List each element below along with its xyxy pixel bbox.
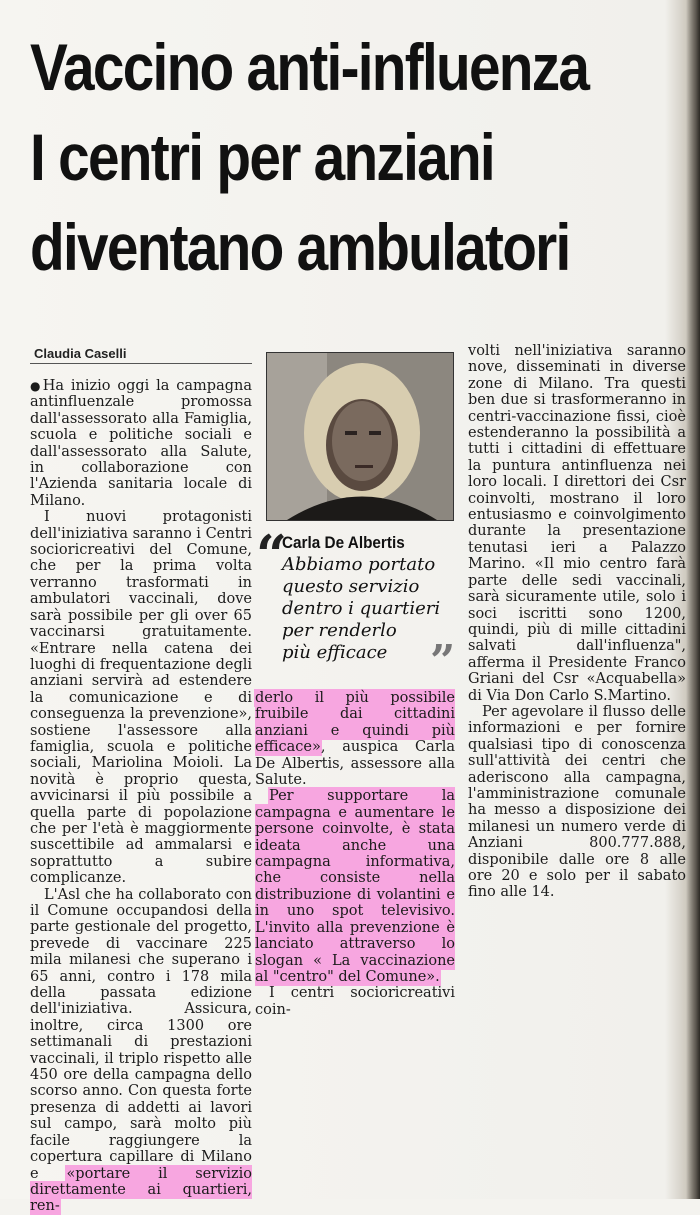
pull-quote-line: questo servizio (282, 576, 420, 597)
article-column-2 (255, 690, 455, 1018)
paragraph-text: L'Asl che ha collaborato con il Comune occupandosi della parte gestionale del progetto, prevede di vaccinare 225 mila milanesi che superano i 65 anni, contro i 178 mila della passata edizione dell'iniziativa. Assicura, inoltre, circa 1300 ore settimanali di prestazioni vaccinali, il triplo rispetto alle 450 ore della campagna dello scorso anno. Con questa forte presenza di addetti ai lavori sul campo, sarà molto più facile raggiungere la copertura capillare di Milano e (30, 886, 252, 1182)
paragraph-text: , auspica Carla De Albertis, assessore alla Salute. (255, 739, 455, 789)
paragraph (30, 887, 252, 1215)
bullet-icon: ● (30, 379, 43, 393)
pull-quote-line: Abbiamo portato (282, 554, 436, 575)
article-column-3 (468, 343, 686, 901)
paragraph: volti nell'iniziativa saranno nove, disseminati in diverse zone di Milano. Tra questi ben due si trasformeranno in centri-vaccinazione fissi, cioè estenderanno la possibilità a tutti i cittadini di effettuare la puntura antinfluenza nei loro locali. I direttori dei Csr coinvolti, mostrano il loro entusiasmo e coinvolgimento durante la presentazione tenutasi ieri a Palazzo Marino. «Il mio centro farà parte delle sedi vaccinali, sarà sicuramente utile, solo i soci iscritti sono 1200, quindi, più di mille cittadini salvati dall'influenza", afferma il Presidente Franco Griani del Csr «Acquabella» di Via Don Carlo S.Martino. (468, 343, 686, 704)
pull-quote-line: per renderlo (282, 620, 397, 641)
byline-rule (30, 363, 252, 364)
paragraph (255, 788, 455, 985)
article-headline (30, 22, 589, 292)
paragraph: Per agevolare il flusso delle informazioni e per fornire qualsiasi tipo di conoscenza sull'attività dei centri che aderiscono alla campagna, l'amministrazione comunale ha messo a disposizione dei milanesi un numero verde di Anziani 800.777.888, disponibile dalle ore 8 alle ore 20 e solo per il sabato fino alle 14. (468, 703, 686, 901)
paragraph (30, 378, 252, 509)
paragraph-text: Ha inizio oggi la campagna antinfluenzale promossa dall'assessorato alla Famiglia, scuola e politiche sociali e dall'assessorato alla Salute, in collaborazione con l'Azienda sanitaria locale di Milano. (30, 378, 252, 509)
highlighted-text: Per supportare la campagna e aumentare le persone coinvolte, è stata ideata anche una campagna informativa, che consiste nella distribuzione di volantini e in uno spot televisivo. L'invito alla prevenzione è lanciato attraverso lo slogan « La vaccinazione al "centro" del Comune». (255, 788, 455, 985)
pull-quote-line: più efficace (282, 642, 388, 663)
quote-close-icon: ” (430, 636, 456, 687)
paragraph: I centri socioricreativi coin- (255, 985, 455, 1018)
highlighted-text: derlo il più possibile fruibile dai cittadini anziani e quindi più efficace» (255, 690, 455, 756)
headline-line-1: Vaccino anti-influenza (30, 30, 589, 104)
portrait-photo (266, 352, 454, 521)
byline: Claudia Caselli (34, 346, 127, 361)
headline-line-2: I centri per anziani (30, 120, 494, 194)
portrait-image (267, 353, 453, 520)
highlighted-text: «portare il servizio direttamente ai quartieri, ren- (30, 1165, 252, 1215)
paragraph: I nuovi protagonisti dell'iniziativa saranno i Centri socioricreativi del Comune, che per la prima volta verranno trasformati in ambulatori vaccinali, dove sarà possibile per gli over 65 vaccinarsi gratuitamente. «Entrare nella catena dei luoghi di frequentazione degli anziani servirà ad estendere la comunicazione e di conseguenza la prevenzione», sostiene l'assessore alla famiglia, scuola e politiche sociali, Mariolina Moioli. La novità è proprio questa, avvicinarsi il più possibile a quella parte di popolazione che per l'età è maggiormente suscettibile ad ammalarsi e soprattutto a subire complicanze. (30, 509, 252, 887)
quote-open-icon: “ (256, 523, 288, 587)
article-column-1 (30, 378, 252, 1215)
page-edge-shadow (686, 0, 700, 1199)
quote-author: Carla De Albertis (282, 533, 405, 552)
paragraph (255, 690, 455, 788)
pull-quote-line: dentro i quartieri (282, 598, 441, 619)
headline-line-3: diventano ambulatori (30, 210, 570, 284)
